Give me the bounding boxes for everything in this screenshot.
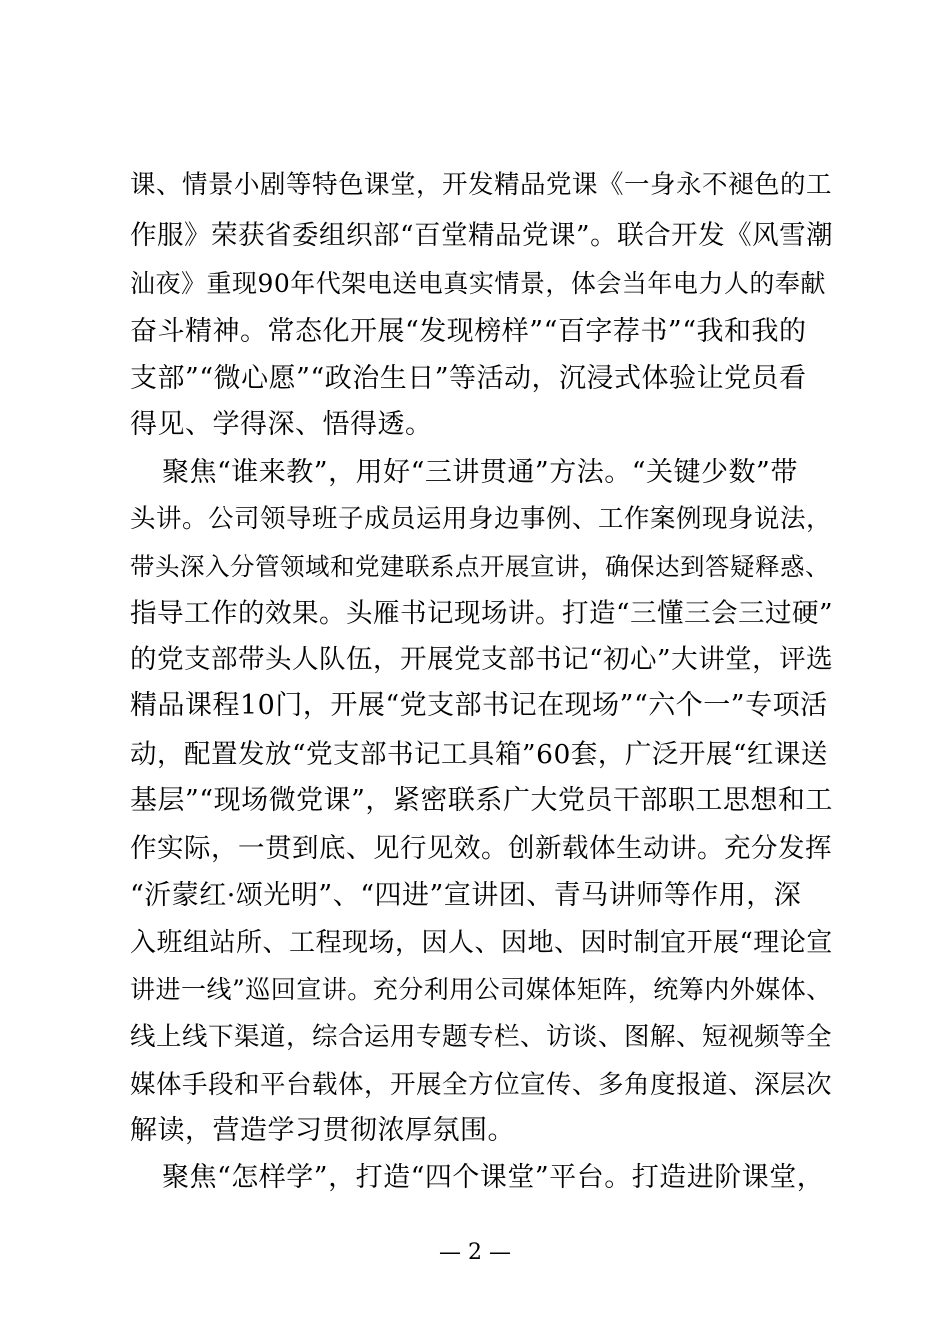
page-number: — 2 — <box>439 1240 511 1265</box>
text-line: 作实际，一贯到底、见行见效。创新载体生动讲。充分发挥 <box>130 833 832 864</box>
text-line: 指导工作的效果。头雁书记现场讲。打造“三懂三会三过硬” <box>130 598 834 629</box>
text-line: 得见、学得深、悟得透。 <box>130 409 433 440</box>
text-line: 讲进一线”巡回宣讲。充分利用公司媒体矩阵，统筹内外媒体、 <box>130 975 832 1004</box>
text-line: 聚焦“谁来教”，用好“三讲贯通”方法。“关键少数”带 <box>162 457 798 488</box>
text-line: 解读，营造学习贯彻浓厚氛围。 <box>130 1115 515 1146</box>
text-line: 基层”“现场微党课”，紧密联系广大党员干部职工思想和工 <box>130 785 833 816</box>
text-line: 课、情景小剧等特色课堂，开发精品党课《一身永不褪色的工 <box>130 170 833 200</box>
text-line: 头讲。公司领导班子成员运用身边事例、工作案例现身说法， <box>130 504 833 534</box>
text-line: 带头深入分管领域和党建联系点开展宣讲，确保达到答疑释惑、 <box>130 552 830 581</box>
text-line: 聚焦“怎样学”，打造“四个课堂”平台。打造进阶课堂， <box>162 1162 825 1193</box>
text-line: 线上线下渠道，综合运用专题专栏、访谈、图解、短视频等全 <box>130 1022 833 1052</box>
text-line: “沂蒙红·颂光明”、“四进”宣讲团、青马讲师等作用，深 <box>130 880 802 911</box>
text-line: 支部”“微心愿”“政治生日”等活动，沉浸式体验让党员看 <box>130 363 807 394</box>
text-line: 的党支部带头人队伍，开展党支部书记“初心”大讲堂，评选 <box>130 644 834 675</box>
text-line: 精品课程10门，开展“党支部书记在现场”“六个一”专项活 <box>130 690 828 721</box>
text-line: 动，配置发放“党支部书记工具箱”60套，广泛开展“红课送 <box>130 739 828 770</box>
text-line: 媒体手段和平台载体，开展全方位宣传、多角度报道、深层次 <box>130 1070 833 1100</box>
text-line: 作服》荣获省委组织部“百堂精品党课”。联合开发《风雪潮 <box>130 220 834 251</box>
text-line: 汕夜》重现90年代架电送电真实情景，体会当年电力人的奉献 <box>130 269 826 298</box>
text-line: 奋斗精神。常态化开展“发现榜样”“百字荐书”“我和我的 <box>130 316 807 347</box>
text-line: 入班组站所、工程现场，因人、因地、因时制宜开展“理论宣 <box>130 928 833 958</box>
